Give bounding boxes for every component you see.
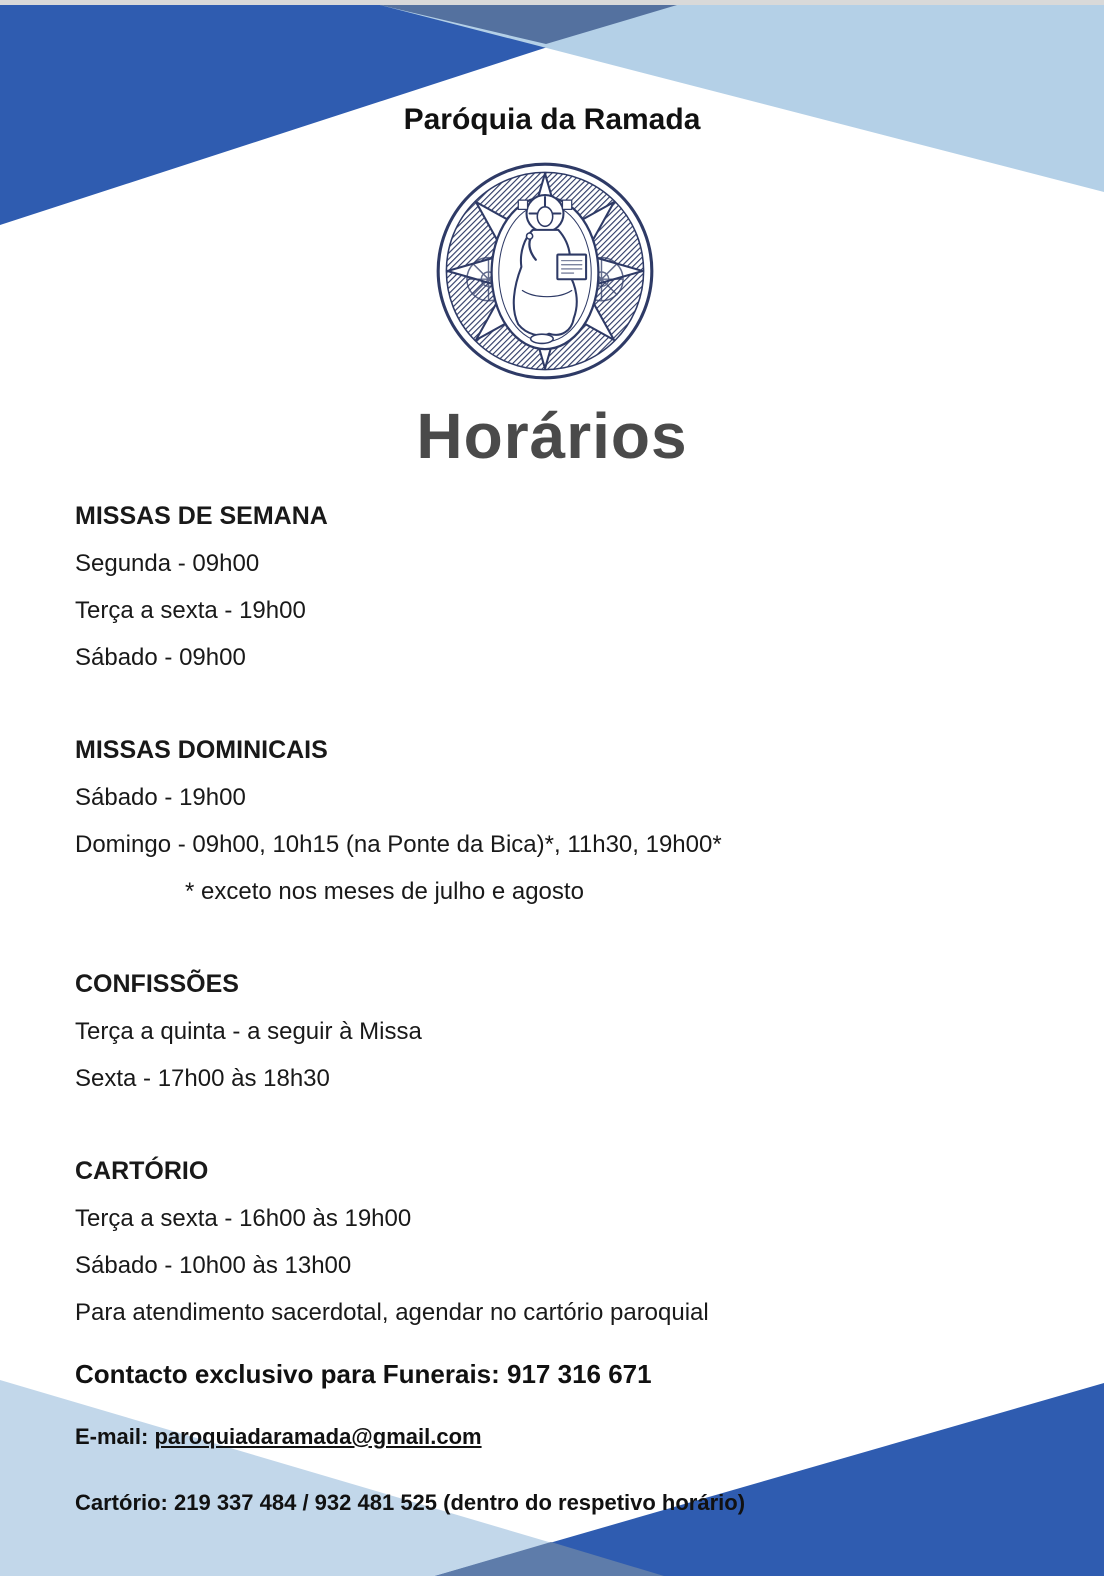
email-line	[75, 1423, 482, 1450]
section-title: CONFISSÕES	[75, 970, 239, 998]
schedule-footnote: * exceto nos meses de julho e agosto	[185, 878, 584, 905]
schedule-line: Sexta - 17h00 às 18h30	[75, 1065, 330, 1092]
section-title: MISSAS DE SEMANA	[75, 502, 328, 530]
schedule-line: Terça a quinta - a seguir à Missa	[75, 1018, 422, 1045]
section-title: MISSAS DOMINICAIS	[75, 736, 328, 764]
schedule-line: Terça a sexta - 16h00 às 19h00	[75, 1205, 412, 1232]
schedule-line: Terça a sexta - 19h00	[75, 597, 306, 624]
section-sunday-masses	[75, 727, 1055, 915]
schedule-list	[75, 493, 1055, 1336]
schedule-line: Sábado - 19h00	[75, 784, 246, 811]
page-title: Paróquia da Ramada	[403, 103, 701, 136]
email-label: E-mail:	[75, 1424, 155, 1449]
schedule-line: Sábado - 10h00 às 13h00	[75, 1252, 352, 1279]
section-weekday-masses	[75, 493, 1055, 681]
schedule-line: Segunda - 09h00	[75, 550, 260, 577]
schedule-line: Domingo - 09h00, 10h15 (na Ponte da Bica)*, 11h30, 19h00*	[75, 831, 722, 858]
schedule-heading: Horários	[416, 400, 688, 472]
parish-emblem-icon	[432, 158, 658, 384]
email-link[interactable]: paroquiadaramada@gmail.com	[154, 1424, 482, 1449]
schedule-line: Para atendimento sacerdotal, agendar no cartório paroquial	[75, 1299, 709, 1326]
schedule-line: Sábado - 09h00	[75, 644, 246, 671]
section-confessions	[75, 961, 1055, 1102]
section-title: CARTÓRIO	[75, 1157, 209, 1185]
funerals-contact: Contacto exclusivo para Funerais: 917 316 671	[75, 1359, 652, 1389]
section-parish-office	[75, 1148, 1055, 1336]
office-phones-line: Cartório: 219 337 484 / 932 481 525 (dentro do respetivo horário)	[75, 1490, 746, 1515]
